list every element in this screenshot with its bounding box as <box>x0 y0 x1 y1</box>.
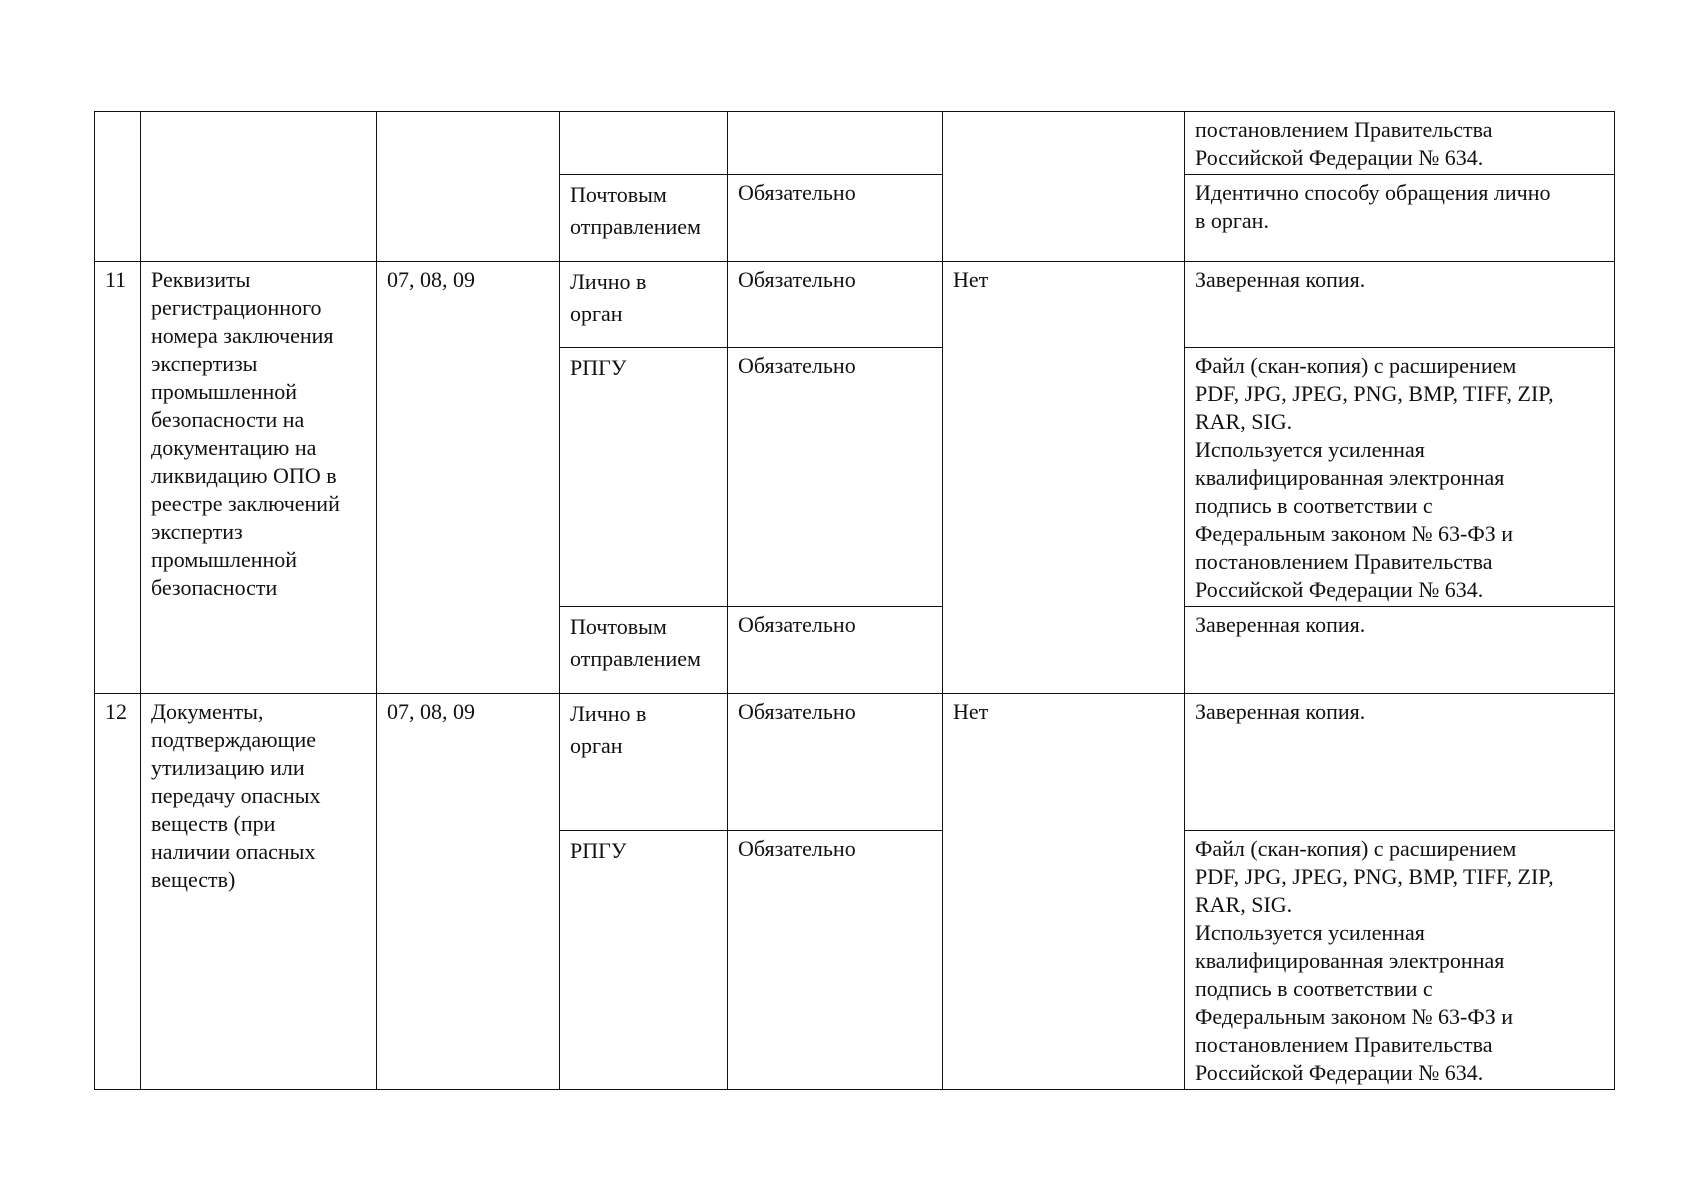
cell-num: 12 <box>95 694 141 1090</box>
document-table <box>94 111 1615 1090</box>
cell-note: Заверенная копия. <box>1185 607 1615 694</box>
cell-required: Обязательно <box>728 831 943 1090</box>
cell-required: Обязательно <box>728 694 943 831</box>
cell-note: Идентично способу обращения лично в орган. <box>1185 175 1615 262</box>
cell-required <box>728 112 943 175</box>
cell-required: Обязательно <box>728 607 943 694</box>
cell-codes-empty <box>377 112 560 262</box>
cell-num-empty <box>95 112 141 262</box>
cell-method: РПГУ <box>560 831 728 1090</box>
cell-codes: 07, 08, 09 <box>377 262 560 694</box>
cell-required: Обязательно <box>728 348 943 607</box>
cell-method <box>560 112 728 175</box>
table-row <box>95 694 1615 831</box>
cell-required: Обязательно <box>728 262 943 348</box>
cell-method: Почтовым отправлением <box>560 175 728 262</box>
cell-num: 11 <box>95 262 141 694</box>
cell-name: Документы, подтверждающие утилизацию или передачу опасных веществ (при наличии опасных веществ) <box>141 694 377 1090</box>
cell-fee-empty <box>943 112 1185 262</box>
cell-note: Файл (скан-копия) с расширением PDF, JPG, JPEG, PNG, BMP, TIFF, ZIP, RAR, SIG. Используется усиленная квалифицированная электронная подпись в соответствии с Федеральным законом № 63-ФЗ и постановлением Правительства Российской Федерации № 634. <box>1185 348 1615 607</box>
cell-name-empty <box>141 112 377 262</box>
cell-method: Лично в орган <box>560 694 728 831</box>
cell-note: постановлением Правительства Российской Федерации № 634. <box>1185 112 1615 175</box>
cell-note: Заверенная копия. <box>1185 262 1615 348</box>
cell-note: Заверенная копия. <box>1185 694 1615 831</box>
cell-method: Лично в орган <box>560 262 728 348</box>
cell-method: РПГУ <box>560 348 728 607</box>
cell-note: Файл (скан-копия) с расширением PDF, JPG, JPEG, PNG, BMP, TIFF, ZIP, RAR, SIG. Используется усиленная квалифицированная электронная подпись в соответствии с Федеральным законом № 63-ФЗ и постановлением Правительства Российской Федерации № 634. <box>1185 831 1615 1090</box>
cell-required: Обязательно <box>728 175 943 262</box>
cell-fee: Нет <box>943 262 1185 694</box>
table-row <box>95 262 1615 348</box>
table-row <box>95 112 1615 175</box>
cell-fee: Нет <box>943 694 1185 1090</box>
cell-name: Реквизиты регистрационного номера заключения экспертизы промышленной безопасности на документацию на ликвидацию ОПО в реестре заключений экспертиз промышленной безопасности <box>141 262 377 694</box>
cell-codes: 07, 08, 09 <box>377 694 560 1090</box>
cell-method: Почтовым отправлением <box>560 607 728 694</box>
